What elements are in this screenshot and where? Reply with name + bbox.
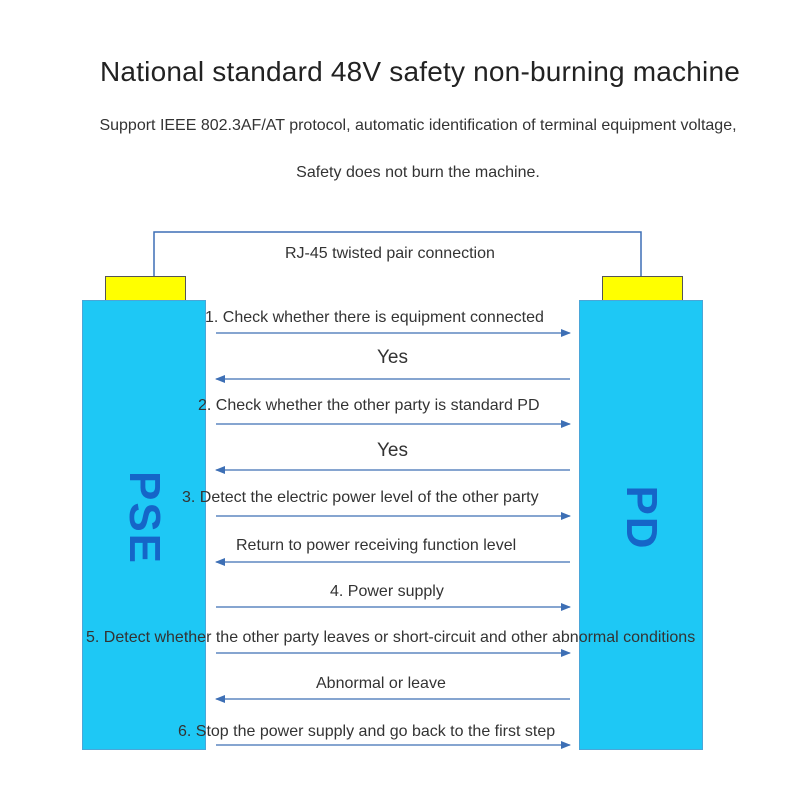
step-6-label: 6. Stop the power supply and go back to the first step [178,723,556,740]
pd-rj45-port [602,276,683,301]
pse-rj45-port [105,276,186,301]
diagram-title: National standard 48V safety non-burning machine [100,56,740,87]
power-level-reply-label: Return to power receiving function level [236,537,517,554]
yes-reply-1-label: Yes [377,347,408,368]
cable-label: RJ-45 twisted pair connection [285,245,495,262]
subtitle-line-2: Safety does not burn the machine. [296,164,540,181]
step-3-label: 3. Detect the electric power level of the other party [182,489,539,506]
step-2-label: 2. Check whether the other party is standard PD [198,397,540,414]
step-5-label: 5. Detect whether the other party leaves or short-circuit and other abnormal conditions [86,629,696,646]
subtitle-line-1: Support IEEE 802.3AF/AT protocol, automatic identification of terminal equipment voltage, [99,117,737,134]
abnormal-reply-label: Abnormal or leave [316,675,446,692]
yes-reply-2-label: Yes [377,440,408,461]
step-1-label: 1. Check whether there is equipment connected [205,309,544,326]
pse-label: PSE [120,470,169,566]
pd-label: PD [617,485,666,551]
step-4-label: 4. Power supply [330,583,444,600]
